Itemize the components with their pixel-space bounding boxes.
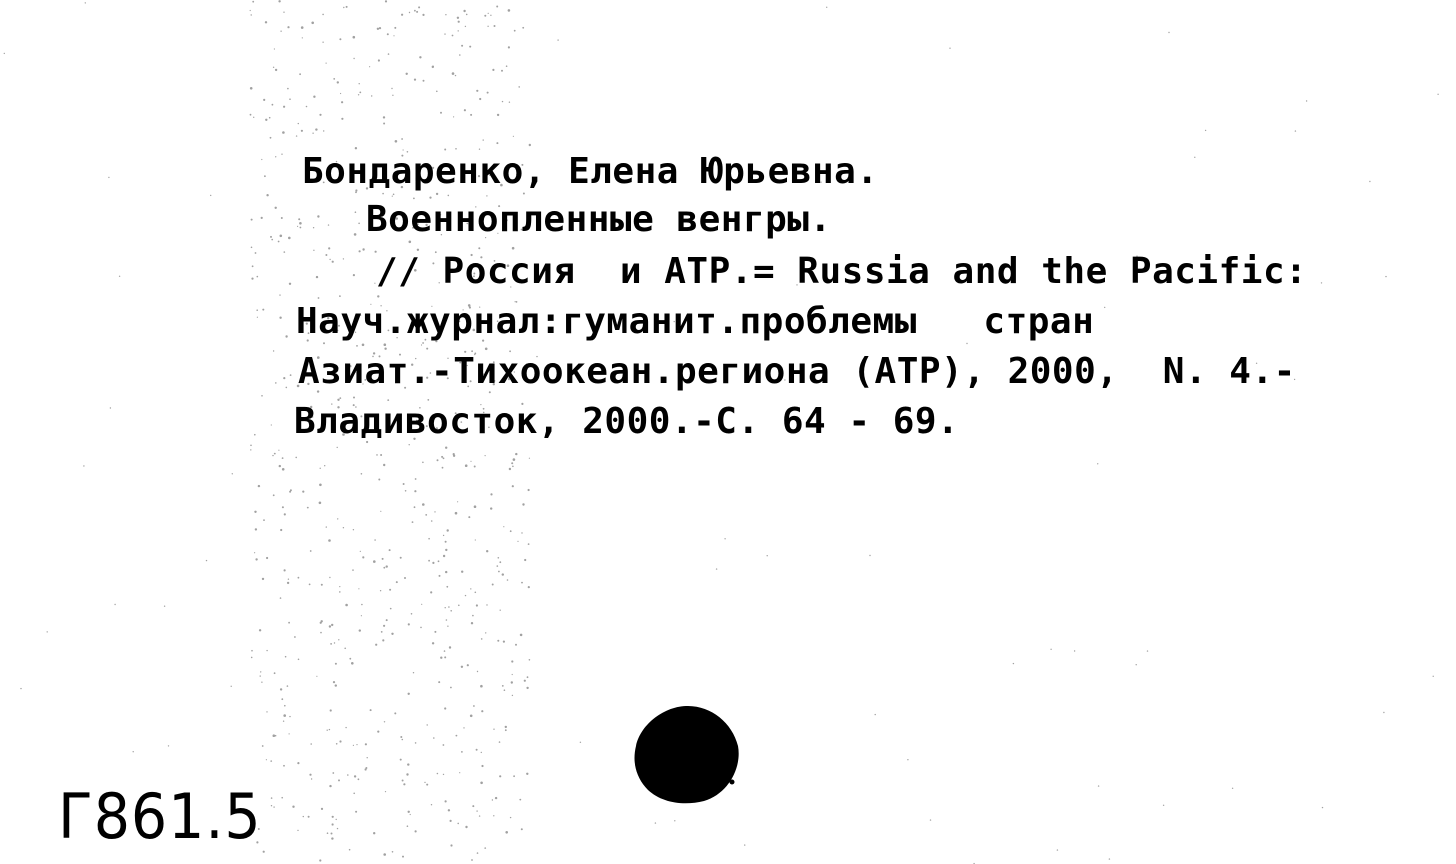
author-line: Бондаренко, Елена Юрьевна.	[302, 151, 879, 192]
title-line: Военнопленные венгры.	[366, 199, 832, 240]
source-line-4: Владивосток, 2000.-С. 64 - 69.	[294, 401, 960, 442]
source-line-2: Науч.журнал:гуманит.проблемы стран	[296, 301, 1095, 342]
call-number: Г861.5	[58, 780, 262, 853]
source-line-3: Азиат.-Тихоокеан.региона (АТР), 2000, N. 4.-	[298, 351, 1296, 392]
source-line-1: // Россия и АТР.= Russia and the Pacific:	[376, 251, 1308, 292]
punch-hole-mark	[632, 704, 740, 804]
